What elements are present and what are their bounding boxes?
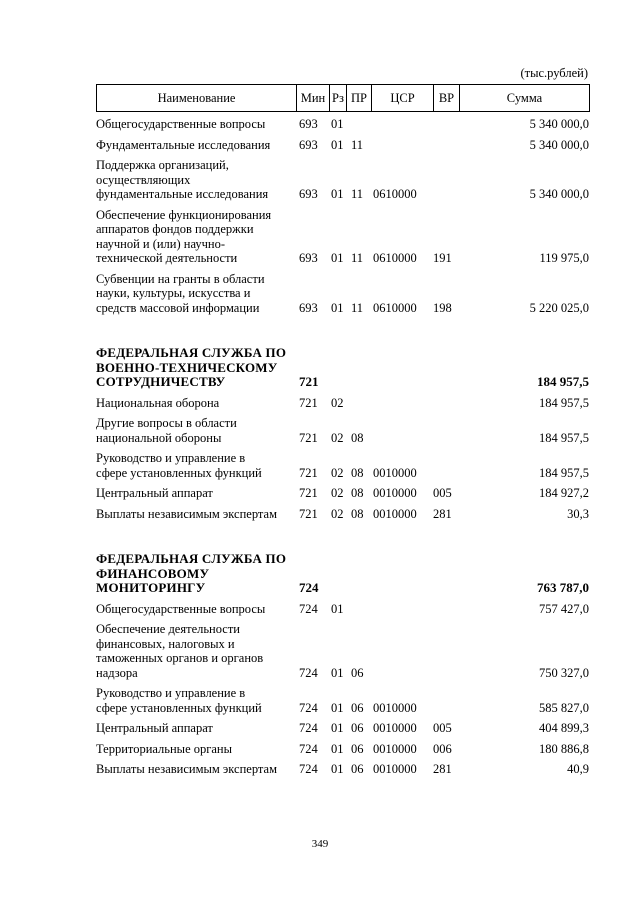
row-rz: 01	[331, 300, 344, 315]
table-row	[96, 685, 589, 720]
header-name: Наименование	[97, 85, 297, 112]
row-csr	[373, 137, 433, 158]
row-vr	[433, 415, 463, 450]
row-vr: 281	[433, 506, 452, 521]
row-csr: 0010000	[373, 721, 417, 735]
row-vr	[433, 320, 463, 395]
row-vr	[433, 450, 463, 485]
row-csr: 0010000	[373, 465, 417, 480]
row-sum: 5 340 000,0	[529, 117, 589, 131]
row-vr: 005	[433, 721, 452, 735]
row-vr	[433, 395, 463, 416]
row-name: Центральный аппарат	[96, 486, 213, 500]
row-min: 721	[299, 374, 319, 389]
row-rz: 01	[331, 601, 344, 616]
row-rz: 01	[331, 251, 344, 265]
row-pr: 06	[351, 762, 364, 776]
row-csr: 0610000	[373, 300, 417, 315]
row-csr: 0010000	[373, 486, 417, 500]
budget-rows	[96, 116, 589, 782]
row-csr	[373, 526, 433, 601]
row-vr: 191	[433, 251, 452, 265]
row-vr	[433, 526, 463, 601]
row-csr	[373, 621, 433, 685]
row-vr: 006	[433, 741, 452, 756]
row-pr: 06	[351, 665, 364, 680]
header-pr: ПР	[347, 85, 372, 112]
row-name: Территориальные органы	[96, 741, 233, 756]
row-name: Фундаментальные исследования	[96, 137, 271, 152]
row-csr	[373, 601, 433, 622]
row-sum: 184 957,5	[539, 465, 589, 480]
row-min: 724	[299, 721, 318, 735]
row-name: Субвенции на гранты в области науки, культуры, искусства и средств массовой информации	[96, 271, 265, 315]
row-rz: 01	[331, 721, 344, 735]
row-sum: 184 957,5	[537, 374, 589, 389]
row-csr	[373, 116, 433, 137]
row-rz: 02	[331, 430, 344, 445]
row-sum: 757 427,0	[539, 601, 589, 616]
row-csr	[373, 320, 433, 395]
page-number: 349	[311, 838, 329, 850]
row-name: Обеспечение деятельности финансовых, налоговых и таможенных органов и органов надзора	[96, 622, 264, 680]
row-min: 693	[299, 187, 318, 201]
row-pr	[351, 395, 373, 416]
agency-row	[96, 320, 589, 395]
row-pr	[351, 526, 373, 601]
table-row	[96, 137, 589, 158]
table-row	[96, 116, 589, 137]
row-sum: 5 340 000,0	[529, 137, 589, 152]
row-rz: 02	[331, 465, 344, 480]
row-rz: 02	[331, 395, 344, 410]
row-pr: 06	[351, 721, 364, 735]
row-sum: 184 957,5	[539, 395, 589, 410]
row-name: ФЕДЕРАЛЬНАЯ СЛУЖБА ПО ВОЕННО-ТЕХНИЧЕСКОМУ СОТРУДНИЧЕСТВУ	[96, 345, 287, 389]
row-pr: 06	[351, 741, 364, 756]
row-sum: 180 886,8	[539, 741, 589, 756]
row-sum: 404 899,3	[539, 721, 589, 735]
row-name: Руководство и управление в сфере установленных функций	[96, 451, 262, 480]
row-pr	[351, 601, 373, 622]
table-row	[96, 621, 589, 685]
row-pr	[351, 116, 373, 137]
row-name: Общегосударственные вопросы	[96, 601, 266, 616]
table-header	[96, 84, 590, 112]
table-row	[96, 271, 589, 321]
row-min: 693	[299, 300, 318, 315]
row-sum: 40,9	[567, 762, 589, 776]
row-csr: 0010000	[373, 506, 417, 521]
row-min: 724	[299, 580, 319, 595]
row-vr	[433, 601, 463, 622]
row-vr	[433, 137, 463, 158]
row-csr: 0610000	[373, 251, 417, 265]
row-name: Национальная оборона	[96, 395, 220, 410]
table-row	[96, 450, 589, 485]
agency-row	[96, 526, 589, 601]
row-rz: 01	[331, 137, 344, 152]
row-min: 724	[299, 762, 318, 776]
table-row	[96, 485, 589, 506]
row-min: 721	[299, 430, 318, 445]
row-pr: 06	[351, 700, 364, 715]
table-row	[96, 720, 589, 741]
row-name: Руководство и управление в сфере установленных функций	[96, 686, 262, 715]
row-csr	[373, 415, 433, 450]
row-min: 724	[299, 700, 318, 715]
row-sum: 184 927,2	[539, 486, 589, 500]
row-min: 721	[299, 486, 318, 500]
row-vr: 281	[433, 762, 452, 776]
row-rz: 02	[331, 506, 344, 521]
row-pr: 11	[351, 137, 364, 152]
row-vr	[433, 685, 463, 720]
row-sum: 585 827,0	[539, 700, 589, 715]
row-min: 721	[299, 465, 318, 480]
row-name: Поддержка организаций, осуществляющих фундаментальные исследования	[96, 158, 269, 201]
row-pr: 11	[351, 300, 364, 315]
row-pr: 08	[351, 506, 364, 521]
row-vr	[433, 157, 463, 207]
row-name: Выплаты независимым экспертам	[96, 762, 277, 776]
table-row	[96, 207, 589, 271]
row-sum: 5 220 025,0	[529, 300, 589, 315]
row-vr: 005	[433, 486, 452, 500]
row-pr: 08	[351, 486, 364, 500]
header-vr: ВР	[434, 85, 460, 112]
row-pr: 11	[351, 187, 364, 201]
row-rz	[331, 526, 351, 601]
row-rz: 01	[331, 117, 344, 131]
row-min: 721	[299, 506, 318, 521]
row-pr: 11	[351, 251, 364, 265]
table-row	[96, 157, 589, 207]
row-csr: 0010000	[373, 741, 417, 756]
row-sum: 184 957,5	[539, 430, 589, 445]
row-pr: 08	[351, 465, 364, 480]
row-min: 724	[299, 665, 318, 680]
header-sum: Сумма	[460, 85, 590, 112]
row-name: Другие вопросы в области национальной обороны	[96, 416, 237, 445]
table-row	[96, 506, 589, 527]
header-csr: ЦСР	[372, 85, 434, 112]
row-sum: 30,3	[567, 506, 589, 521]
row-csr: 0610000	[373, 187, 417, 201]
row-min: 693	[299, 251, 318, 265]
row-csr: 0010000	[373, 700, 417, 715]
row-rz	[331, 320, 351, 395]
row-pr: 08	[351, 430, 364, 445]
row-rz: 01	[331, 700, 344, 715]
row-pr	[351, 320, 373, 395]
table-row	[96, 761, 589, 782]
table-row	[96, 741, 589, 762]
row-sum: 750 327,0	[539, 665, 589, 680]
row-vr	[433, 621, 463, 685]
row-rz: 01	[331, 187, 344, 201]
row-min: 693	[299, 117, 318, 131]
row-vr	[433, 116, 463, 137]
row-sum: 763 787,0	[537, 580, 589, 595]
row-rz: 01	[331, 665, 344, 680]
row-name: Выплаты независимым экспертам	[96, 506, 277, 521]
header-rz: Рз	[330, 85, 347, 112]
row-sum: 5 340 000,0	[529, 187, 589, 201]
row-sum: 119 975,0	[539, 251, 589, 265]
row-rz: 02	[331, 486, 344, 500]
row-min: 724	[299, 601, 318, 616]
table-row	[96, 415, 589, 450]
budget-table	[96, 116, 589, 782]
row-csr: 0010000	[373, 762, 417, 776]
row-rz: 01	[331, 762, 344, 776]
header-min: Мин	[297, 85, 330, 112]
row-rz: 01	[331, 741, 344, 756]
row-min: 693	[299, 137, 318, 152]
row-name: Общегосударственные вопросы	[96, 117, 266, 131]
table-row	[96, 601, 589, 622]
row-name: Центральный аппарат	[96, 721, 213, 735]
row-name: ФЕДЕРАЛЬНАЯ СЛУЖБА ПО ФИНАНСОВОМУ МОНИТОРИНГУ	[96, 551, 287, 595]
units-label: (тыс.рублей)	[520, 66, 588, 80]
table-row	[96, 395, 589, 416]
row-min: 724	[299, 741, 318, 756]
row-min: 721	[299, 395, 318, 410]
row-name: Обеспечение функционирования аппаратов фондов поддержки научной и (или) научно- технической деятельности	[96, 207, 272, 265]
row-vr: 198	[433, 300, 452, 315]
row-csr	[373, 395, 433, 416]
